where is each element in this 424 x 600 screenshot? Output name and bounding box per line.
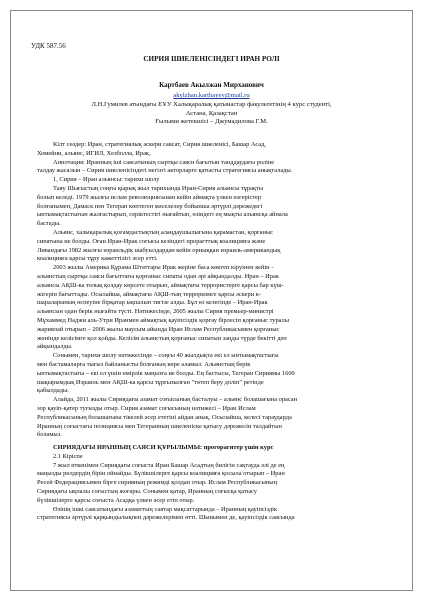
body-text-line: коалицияға қарсы тұру кажеттілігі әсер етті.	[37, 255, 158, 263]
body-text-line: Иранның соғыстағы позициясы мен Тегеранның шиеленіске қатысу дәрежесін талдайтын	[37, 422, 282, 430]
body-text-line: Альянс, халықаралық қоғамдастықтың алаңдаушылығына қарамастан, қорғаныс	[53, 228, 274, 236]
affiliation-line: Ғылыми жетекшісі – Джумадилова Г.М.	[155, 118, 268, 126]
body-text-line: альянсын одан берік нығайта түсті. Нәтижесінде, 2005 жылы Сирия премьер-министрі	[37, 308, 274, 316]
body-text-line: Ливандағы 1982 жылғы израильдік шабуылдардан кейін орныққан израиль-американдық	[37, 246, 281, 254]
body-text-line: 2.1 Кіріспе	[53, 452, 83, 460]
body-text-line: айқындалды.	[37, 343, 73, 351]
section-heading: СИРИЯДАҒЫ ИРАННЫҢ САЯСИ ҚҰРЫЛЫМЫ: прогорагитер үшін курс	[53, 444, 274, 452]
body-text-line: шараларының өспеуіне бірқатар ықпалын тигізе алды. Бұл өз кезегінде – Иран-Ирак	[37, 299, 268, 307]
body-text-line: Таяу Шығыстың соңғы қырық жыл тарихында Иран-Сирия альянсы тұрақты	[53, 184, 264, 192]
body-text-line: жөнінде келісімге қол қойды. Келісім альянстың қорғаныс сипатын заңды түрде бекітті деп	[37, 334, 287, 342]
body-text-line: Өзінің ішкі саясатындағы азаматтың саятар мақсаттарында – Иранның қауіпсіздік	[53, 505, 278, 513]
body-text-line: Мұхаммед Наджи аль-Утри Иранмен аймақтық қауіпсіздік қорғау бірлесіп қорғаныс туралы	[37, 316, 290, 324]
body-text-line: шақырымдық Израиль мен АҚШ-ка қарсы тұрғызылған "төтеп беру доліп" ретінде	[37, 378, 264, 386]
body-text-line: 1, Сирия – Иран альянсы: тарихи шолу	[53, 176, 160, 184]
body-text-line: стратегиясы әртүрлі қарқындылықпен дәрежелерімен өтті. Шынымен де, қауіпсіздік саясында	[37, 514, 295, 522]
body-text-line: болып келеді. 1979 жылғы ислам революциясынан кейін аймақта үлкен өзгерістер	[37, 193, 262, 201]
udk-code: УДК 587.56	[31, 42, 66, 50]
body-text-line: боламыз.	[37, 431, 62, 439]
body-text-line: бастады.	[37, 220, 61, 228]
body-text-line: Сириядағы ықпалы соғыстың жоғары. Сонымен қатар, Иранның соғысқа қатысу	[37, 488, 257, 496]
body-text-line: Аннотация: Иранның іші саясатының сыртқы саяси бағытын танддаудағы роліне	[53, 158, 275, 166]
body-text-line: Сонымен, тарихи шолу нәтижесінде – соңғы 40 жылдықта екі ел ынтымақтастығы	[53, 352, 279, 360]
body-text-line: маңызды рөлдердің бірін ойнайды. Бүлікшілерге қарсы коалицияға қосыла отырып – Иран	[37, 470, 285, 478]
document-page	[10, 10, 413, 591]
body-text-line: 2003 жылы Америка Құрама Штаттары Ирак жеріне баса көктеп кіруінен кейін -	[53, 264, 274, 272]
body-text-line: қабылдады.	[37, 387, 69, 395]
author-email-link[interactable]: akylzhan.karthayev@mail.ru	[173, 92, 250, 99]
body-text-line: Кілт сөздер: Иран, стратегиялық әскери савсат, Сирия шиеленісі, Башар Асад,	[53, 141, 266, 148]
affiliation-line: Астана, Қазақстан	[185, 109, 238, 117]
body-text-line: Республикасының болашағына тікелей әсер ететіні айдан анық. Осылайша, келесі тараударда	[37, 413, 292, 421]
body-text-line: бүлікшілерге қарсы соғыста Асадқа үлкен әсер етіп отыр.	[37, 496, 195, 504]
body-text-line: болғанымен, Дамаск пен Тегеран көптеген мәселелер бойынша әртүрлі дәрежедегі	[37, 202, 263, 210]
author-name: Картбаев Акылжан Мирханович	[159, 81, 264, 89]
body-text-line: сипатына ие болды. Оған Иран-Ирак соғысы кезіндегі прорағттық коалицияға және	[37, 237, 266, 245]
body-text-line: Алайда, 2011 жылы Сириядағы азамат соғысының басталуы – альянс болашағына орасан	[53, 396, 298, 404]
body-text-line: Ресей Федерациясымен бірге сирияның режимді қолдап отыр. Ислам Республикасының	[37, 479, 278, 487]
body-text-line: талдау жасалын – Сирия шиеленісіндегі негізгі акторларге қатысты стратегиясы анықталады.	[37, 167, 293, 175]
body-text-line: альянстың сыртқы саяси бағыттағы қорғаныс сипаты одан әрі айқындалды. Иран – Ирак	[37, 272, 279, 280]
body-text-line: мен бастамаларға тығыз байланысты болғаның көре аламыз. Альянстың берік	[37, 360, 251, 368]
body-text-line: 7 жыл өткенімен Сириядағы соғыста Иран Башар Асадтың билігін сақтауда әлі де ең	[53, 461, 285, 469]
article-body	[37, 141, 397, 523]
body-text-line: ынтымақтастығы – екі ел үшін өмірлік маңызға ие болды. Ең бастысы, Тегеран Сириямы 1600	[37, 369, 295, 377]
body-text-line: жариялай отырып – 2006 жылы маусым айында Иран Ислам Республикасымен қорғаныс	[37, 325, 280, 333]
body-text-line: альянсы АҚШ-ка толық қолдау көрсете отырып, аймақтағы террористерге қарсы бар күш-	[37, 281, 284, 289]
paper-title: СИРИЯ ШИЕЛЕНІСІНДЕГІ ИРАН РОЛІ	[143, 55, 280, 63]
body-text-line: Хомейни, альянс, ИГИЛ, Хезболла, Ирак,	[37, 149, 151, 157]
author-affiliation	[11, 101, 412, 127]
affiliation-line: Л.Н.Гумилев атындағы ЕҰУ Халықаралық қатынастар факультетінің 4 курс студенті,	[91, 101, 332, 108]
body-text-line: ынтымақтастығын жалғастырып, серіктестігі нығайтып, өзіндегі ең мықты альянсқа айнала	[37, 211, 288, 219]
body-text-line: зор қауіп-қатер туғызды отыр. Сирия азамат соғысының нәтижесі – Иран Ислам	[37, 404, 256, 412]
body-text-line: жігерін бағыттады. Осылайша, аймақтағы АҚШ-тың терроризмге қарсы әскери к-	[37, 290, 261, 298]
